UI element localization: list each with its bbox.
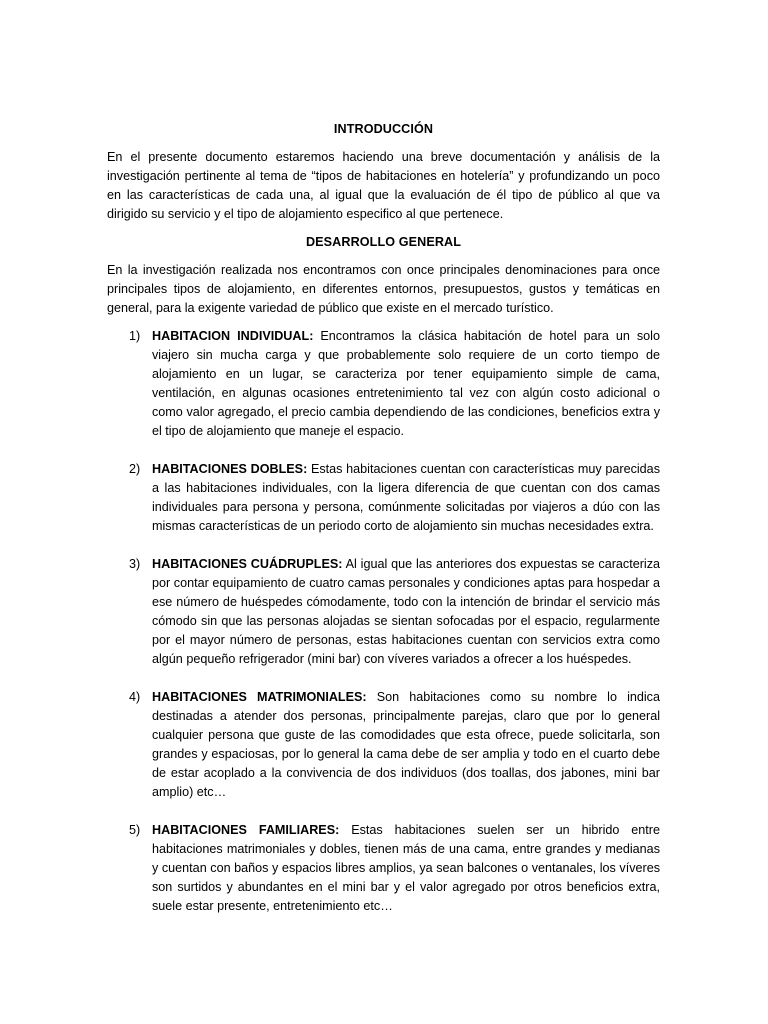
room-types-list [107, 327, 660, 916]
list-item [107, 460, 660, 536]
list-item-title: HABITACIONES DOBLES: [152, 462, 308, 476]
list-item-number: 4) [129, 690, 141, 704]
list-item-number: 3) [129, 557, 141, 571]
list-item-text: Estas habitaciones cuentan con características muy parecidas a las habitaciones individuales, con la ligera diferencia de que cuentan con dos camas individuales para persona y persona, comúnmente solicitadas por viajeros a dúo con las mismas características de un periodo corto de alojamiento sin muchas necesidades extra. [152, 462, 660, 533]
list-item [107, 688, 660, 802]
list-item-title: HABITACIONES FAMILIARES: [152, 823, 340, 837]
document-body [107, 120, 660, 935]
list-item-text: Estas habitaciones suelen ser un hibrido entre habitaciones matrimoniales y dobles, tienen más de una cama, entre grandes y medianas y cuentan con baños y espacios libres amplios, ya sean balcones o ventanales, los víveres son surtidos y abundantes en el mini bar y el valor agregado por otros beneficios extra, suele estar presente, entretenimiento etc… [152, 823, 660, 913]
list-item-text: Son habitaciones como su nombre lo indica destinadas a atender dos personas, principalmente parejas, claro que por lo general cualquier persona que guste de las comodidades que esta ofrece, puede solicitarla, son grandes y espaciosas, por lo general la cama debe de ser amplia y todo en el cuarto debe de estar acoplado a la convivencia de dos individuos (dos toallas, dos jabones, mini bar amplio) etc… [152, 690, 660, 799]
intro-paragraph: En el presente documento estaremos haciendo una breve documentación y análisis de la investigación pertinente al tema de “tipos de habitaciones en hotelería” y profundizando un poco en las características de cada una, al igual que la evaluación de él tipo de público al que va dirigido su servicio y el tipo de alojamiento especifico al que pertenece. [107, 150, 660, 221]
list-item [107, 327, 660, 441]
list-item-number: 2) [129, 462, 141, 476]
list-item-number: 1) [129, 329, 141, 343]
intro-heading: INTRODUCCIÓN [333, 122, 434, 136]
list-item [107, 821, 660, 916]
list-item [107, 555, 660, 669]
list-item-text: Al igual que las anteriores dos expuestas se caracteriza por contar equipamiento de cuatro camas personales y condiciones aptas para hospedar a ese número de huéspedes cómodamente, todo con la intención de brindar el servicio más cómodo sin que las personas alojadas se sientan sofocadas por el espacio, regularmente por el mayor número de personas, estas habitaciones cuentan con servicios extra como algún pequeño refrigerador (mini bar) con víveres variados a ofrecer a los huéspedes. [152, 557, 660, 666]
list-item-number: 5) [129, 823, 141, 837]
development-heading: DESARROLLO GENERAL [305, 235, 462, 249]
list-item-title: HABITACIONES CUÁDRUPLES: [152, 557, 343, 571]
list-item-title: HABITACION INDIVIDUAL: [152, 329, 314, 343]
list-item-title: HABITACIONES MATRIMONIALES: [152, 690, 367, 704]
development-paragraph: En la investigación realizada nos encontramos con once principales denominaciones para once principales tipos de alojamiento, en diferentes entornos, presupuestos, gustos y temáticas en general, para la exigente variedad de público que existe en el mercado turístico. [107, 263, 660, 315]
list-item-text: Encontramos la clásica habitación de hotel para un solo viajero sin mucha carga y que probablemente solo requiere de un corto tiempo de alojamiento en un lugar, se caracteriza por tener equipamiento simple de cama, ventilación, en algunas ocasiones entretenimiento tal vez con algún costo adicional o como valor agregado, el precio cambia dependiendo de las condiciones, beneficios extra y el tipo de alojamiento que maneje el espacio. [152, 329, 660, 438]
